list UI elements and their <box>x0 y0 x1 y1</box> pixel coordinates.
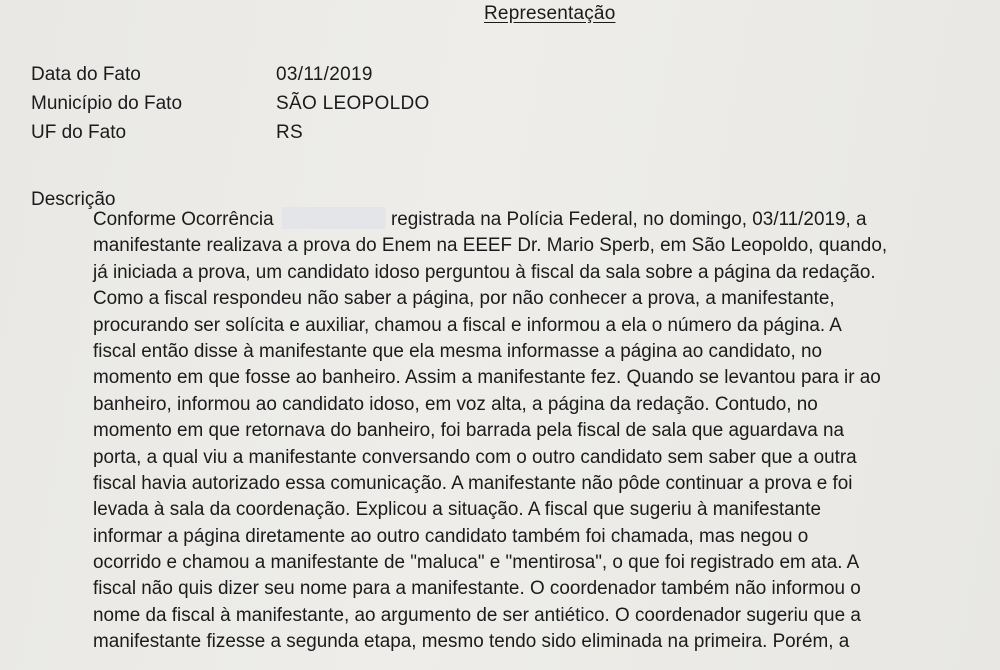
description-line: momento em que fosse ao banheiro. Assim a manifestante fez. Quando se levantou para ir ao <box>93 367 881 389</box>
description-line-end: registrada na Polícia Federal, no domingo, 03/11/2019, a <box>390 209 867 230</box>
field-label-municipio-do-fato: Município do Fato <box>31 93 183 114</box>
description-line: manifestante fizesse a segunda etapa, mesmo tendo sido eliminada na primeira. Porém, a <box>93 631 850 653</box>
redaction-box <box>282 207 385 229</box>
description-line: banheiro, informou ao candidato idoso, em voz alta, a página da redação. Contudo, no <box>93 393 818 415</box>
description-line: momento em que retornava do banheiro, foi barrada pela fiscal de sala que aguardava na <box>93 420 845 442</box>
field-value-data-do-fato: 03/11/2019 <box>276 64 373 85</box>
description-line: manifestante realizava a prova do Enem na EEEF Dr. Mario Sperb, em São Leopoldo, quando, <box>93 235 888 257</box>
description-line: fiscal havia autorizado essa comunicação. A manifestante não pôde continuar a prova e foi <box>93 472 853 494</box>
description-line: levada à sala da coordenação. Explicou a situação. A fiscal que sugeriu à manifestante <box>93 499 821 521</box>
field-label-uf-do-fato: UF do Fato <box>31 122 127 143</box>
document-title: Representação <box>484 3 616 24</box>
description-line: porta, a qual viu a manifestante conversando com o outro candidato sem saber que a outra <box>93 446 857 468</box>
description-line: ocorrido e chamou a manifestante de "maluca" e "mentirosa", o que foi registrado em ata. A <box>93 552 860 574</box>
description-line-start: Conforme Ocorrência <box>93 209 274 230</box>
description-label: Descrição <box>31 189 116 210</box>
field-value-uf-do-fato: RS <box>276 122 303 143</box>
field-value-municipio-do-fato: SÃO LEOPOLDO <box>276 93 430 114</box>
description-line: nome da fiscal à manifestante, ao argumento de ser antiético. O coordenador sugeriu que a <box>93 604 861 626</box>
description-line: Como a fiscal respondeu não saber a página, por não conhecer a prova, a manifestante, <box>93 288 835 310</box>
description-line: fiscal então disse à manifestante que ela mesma informasse a página ao candidato, no <box>93 340 822 362</box>
description-line <box>93 207 993 233</box>
description-line: procurando ser solícita e auxiliar, chamou a fiscal e informou a ela o número da página. A <box>93 314 842 336</box>
description-line: informar a página diretamente ao outro candidato também foi chamada, mas negou o <box>93 525 809 547</box>
description-line: já iniciada a prova, um candidato idoso perguntou à fiscal da sala sobre a página da redação. <box>93 261 876 283</box>
field-label-data-do-fato: Data do Fato <box>31 64 141 85</box>
description-line: fiscal não quis dizer seu nome para a manifestante. O coordenador também não informou o <box>93 578 861 600</box>
description-text <box>93 207 998 656</box>
